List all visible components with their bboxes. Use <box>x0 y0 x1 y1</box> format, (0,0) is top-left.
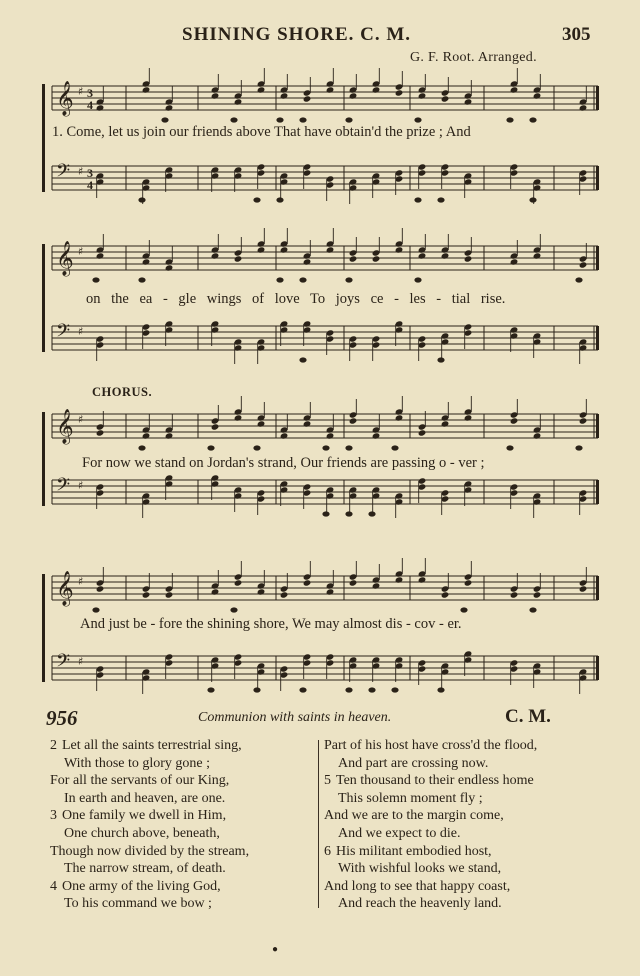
note-head <box>326 246 335 253</box>
verse-text: To his command we bow ; <box>64 896 212 912</box>
note-head <box>414 117 421 122</box>
note-head <box>303 95 312 102</box>
note-head <box>464 98 473 105</box>
note-head <box>280 432 289 439</box>
note-head <box>299 117 306 122</box>
verse-line <box>50 843 249 861</box>
verse-number: 2 <box>50 738 57 753</box>
hymn-subtitle: Communion with saints in heaven. <box>198 710 392 725</box>
note-head <box>510 417 519 424</box>
note-head <box>230 117 237 122</box>
verse-text: One family we dwell in Him, <box>62 808 227 824</box>
note-head <box>280 246 289 253</box>
note-head <box>441 591 450 598</box>
note-head <box>230 607 237 612</box>
time-signature: 3 <box>87 166 93 180</box>
page-title: SHINING SHORE. C. M. <box>182 24 412 45</box>
page-number: 305 <box>562 24 591 45</box>
note-head <box>138 277 145 282</box>
note-head <box>510 86 519 93</box>
verse-text: And we expect to die. <box>338 825 461 841</box>
lyric-line-1: 1. Come, let us join our friends above That have obtain'd the prize ; And <box>52 124 471 140</box>
note-head <box>414 197 421 202</box>
note-head <box>138 445 145 450</box>
note-head <box>138 197 145 202</box>
note-head <box>234 255 243 262</box>
verse-line <box>50 807 249 825</box>
note-head <box>234 98 243 105</box>
note-head <box>303 420 312 427</box>
verse-text: With those to glory gone ; <box>64 755 211 771</box>
note-head <box>165 432 174 439</box>
note-head <box>142 86 151 93</box>
note-head <box>92 277 99 282</box>
note-head <box>142 432 151 439</box>
note-head <box>533 591 542 598</box>
note-head <box>161 117 168 122</box>
verse-text: In earth and heaven, are one. <box>64 790 226 806</box>
verse-line <box>324 895 537 913</box>
note-head <box>96 429 105 436</box>
note-head <box>437 357 444 362</box>
verse-text: And reach the heavenly land. <box>338 896 502 912</box>
music-system-1 <box>38 72 604 212</box>
verse-line <box>50 790 249 808</box>
note-head <box>349 417 358 424</box>
hymn-number: 956 <box>46 706 78 730</box>
note-head <box>96 104 105 111</box>
note-head <box>142 258 151 265</box>
verse-number: 6 <box>324 843 331 859</box>
note-head <box>414 277 421 282</box>
key-signature-sharp: ♯ <box>78 413 84 426</box>
note-head <box>345 277 352 282</box>
verses-right-column <box>324 737 537 913</box>
chorus-label: CHORUS. <box>92 385 153 399</box>
final-barline <box>596 576 599 600</box>
verse-text: With wishful looks we stand, <box>338 861 502 877</box>
verse-line <box>50 825 249 843</box>
final-barline <box>596 246 599 270</box>
note-head <box>391 687 398 692</box>
verse-text: Ten thousand to their endless home <box>336 773 534 789</box>
bass-clef: 𝄢 <box>56 321 71 346</box>
note-head <box>464 579 473 586</box>
final-barline <box>596 480 599 504</box>
column-divider <box>318 740 319 908</box>
note-head <box>92 607 99 612</box>
note-head <box>299 687 306 692</box>
final-barline <box>596 86 599 110</box>
note-head <box>322 511 329 516</box>
key-signature-sharp: ♯ <box>78 479 84 492</box>
verse-number: 4 <box>50 878 57 894</box>
verse-text: Part of his host have cross'd the flood, <box>324 738 538 753</box>
note-head <box>349 92 358 99</box>
verse-text: His militant embodied host, <box>336 843 492 859</box>
note-head <box>326 588 335 595</box>
verse-number: 3 <box>50 808 57 824</box>
note-head <box>418 429 427 436</box>
note-head <box>395 246 404 253</box>
bass-clef: 𝄢 <box>56 651 71 676</box>
verse-text: One church above, beneath, <box>64 825 220 841</box>
note-head <box>510 591 519 598</box>
note-head <box>299 277 306 282</box>
system-bracket <box>42 84 45 192</box>
note-head <box>96 252 105 259</box>
final-barline <box>596 326 599 350</box>
note-head <box>345 117 352 122</box>
verse-line <box>50 755 249 773</box>
key-signature-sharp: ♯ <box>78 325 84 338</box>
verse-number: 5 <box>324 773 331 789</box>
key-signature-sharp: ♯ <box>78 575 84 588</box>
note-head <box>529 607 536 612</box>
treble-clef: 𝄞 <box>56 571 74 606</box>
note-head <box>257 246 266 253</box>
note-head <box>437 687 444 692</box>
note-head <box>303 579 312 586</box>
verse-line <box>324 843 537 861</box>
note-head <box>579 417 588 424</box>
note-head <box>326 86 335 93</box>
note-head <box>165 264 174 271</box>
note-head <box>395 576 404 583</box>
note-head <box>460 607 467 612</box>
verse-line <box>324 807 537 825</box>
verse-text: This solemn moment fly ; <box>338 790 483 806</box>
final-barline <box>596 414 599 438</box>
note-head <box>322 445 329 450</box>
note-head <box>211 588 220 595</box>
note-head <box>276 197 283 202</box>
note-head <box>510 258 519 265</box>
treble-clef: 𝄞 <box>56 409 74 444</box>
note-head <box>372 86 381 93</box>
verse-text: And long to see that happy coast, <box>324 878 511 894</box>
note-head <box>280 591 289 598</box>
note-head <box>368 511 375 516</box>
verse-text: The narrow stream, of death. <box>64 861 226 877</box>
verse-text: Though now divided by the stream, <box>50 843 250 859</box>
system-bracket <box>42 244 45 352</box>
treble-clef: 𝄞 <box>56 81 74 116</box>
verse-line <box>324 860 537 878</box>
note-head <box>579 585 588 592</box>
note-head <box>418 92 427 99</box>
note-head <box>372 255 381 262</box>
note-head <box>165 591 174 598</box>
note-head <box>395 89 404 96</box>
note-head <box>441 420 450 427</box>
lyric-line-3: For now we stand on Jordan's strand, Our friends are passing o - ver ; <box>82 455 485 471</box>
note-head <box>253 687 260 692</box>
note-head <box>529 117 536 122</box>
note-head <box>276 117 283 122</box>
note-head <box>579 261 588 268</box>
final-barline <box>596 656 599 680</box>
note-head <box>533 252 542 259</box>
bass-clef: 𝄢 <box>56 161 71 186</box>
note-head <box>529 197 536 202</box>
verse-line <box>50 772 249 790</box>
note-head <box>299 357 306 362</box>
verse-line <box>324 825 537 843</box>
system-bracket <box>42 574 45 682</box>
time-signature: 4 <box>87 178 93 192</box>
note-head <box>257 86 266 93</box>
note-head <box>579 104 588 111</box>
note-head <box>257 588 266 595</box>
note-head <box>418 252 427 259</box>
note-head <box>345 511 352 516</box>
note-head <box>211 92 220 99</box>
note-head <box>211 423 220 430</box>
verse-line <box>324 790 537 808</box>
verse-text: And part are crossing now. <box>338 755 489 771</box>
note-head <box>345 687 352 692</box>
note-head <box>326 432 335 439</box>
note-head <box>257 420 266 427</box>
verse-line <box>50 895 249 913</box>
verse-text: For all the servants of our King, <box>50 773 230 789</box>
verse-text: One army of the living God, <box>62 878 221 894</box>
note-head <box>280 92 289 99</box>
note-head <box>506 117 513 122</box>
verse-text: Let all the saints terrestrial sing, <box>62 738 242 753</box>
note-head <box>211 252 220 259</box>
note-head <box>441 252 450 259</box>
note-head <box>303 258 312 265</box>
verse-line <box>50 737 249 755</box>
verse-line <box>324 755 537 773</box>
system-bracket <box>42 412 45 506</box>
key-signature-sharp: ♯ <box>78 85 84 98</box>
note-head <box>234 414 243 421</box>
music-notation-1 <box>38 72 604 212</box>
treble-clef: 𝄞 <box>56 241 74 276</box>
note-head <box>253 197 260 202</box>
note-head <box>533 92 542 99</box>
note-head <box>276 277 283 282</box>
note-head <box>349 579 358 586</box>
verse-text: And we are to the margin come, <box>324 808 504 824</box>
verse-line <box>50 860 249 878</box>
note-head <box>207 445 214 450</box>
note-head <box>533 432 542 439</box>
time-signature: 3 <box>87 86 93 100</box>
key-signature-sharp: ♯ <box>78 245 84 258</box>
note-head <box>437 197 444 202</box>
time-signature: 4 <box>87 98 93 112</box>
verse-line <box>324 772 537 790</box>
note-head <box>506 445 513 450</box>
composer-credit: G. F. Root. Arranged. <box>410 50 537 65</box>
bass-clef: 𝄢 <box>56 475 71 500</box>
verse-line <box>50 878 249 896</box>
note-head <box>575 445 582 450</box>
note-head <box>345 445 352 450</box>
lyric-line-4: And just be - fore the shining shore, We may almost dis - cov - er. <box>80 616 462 632</box>
verses-left-column <box>50 737 249 913</box>
verse-line <box>324 878 537 896</box>
footer-ornament: ● <box>272 944 279 955</box>
note-head <box>464 255 473 262</box>
hymn-meter: C. M. <box>505 706 551 727</box>
note-head <box>368 687 375 692</box>
note-head <box>165 104 174 111</box>
note-head <box>253 445 260 450</box>
note-head <box>391 445 398 450</box>
note-head <box>207 687 214 692</box>
note-head <box>372 432 381 439</box>
note-head <box>349 255 358 262</box>
note-head <box>575 277 582 282</box>
note-head <box>464 414 473 421</box>
note-head <box>142 591 151 598</box>
note-head <box>234 579 243 586</box>
final-barline <box>596 166 599 190</box>
note-head <box>441 95 450 102</box>
verse-line <box>324 737 537 755</box>
note-head <box>96 585 105 592</box>
key-signature-sharp: ♯ <box>78 655 84 668</box>
note-head <box>372 582 381 589</box>
note-head <box>418 576 427 583</box>
key-signature-sharp: ♯ <box>78 165 84 178</box>
lyric-line-2: on the ea - gle wings of love To joys ce - les - tial rise. <box>86 291 506 307</box>
note-head <box>395 414 404 421</box>
